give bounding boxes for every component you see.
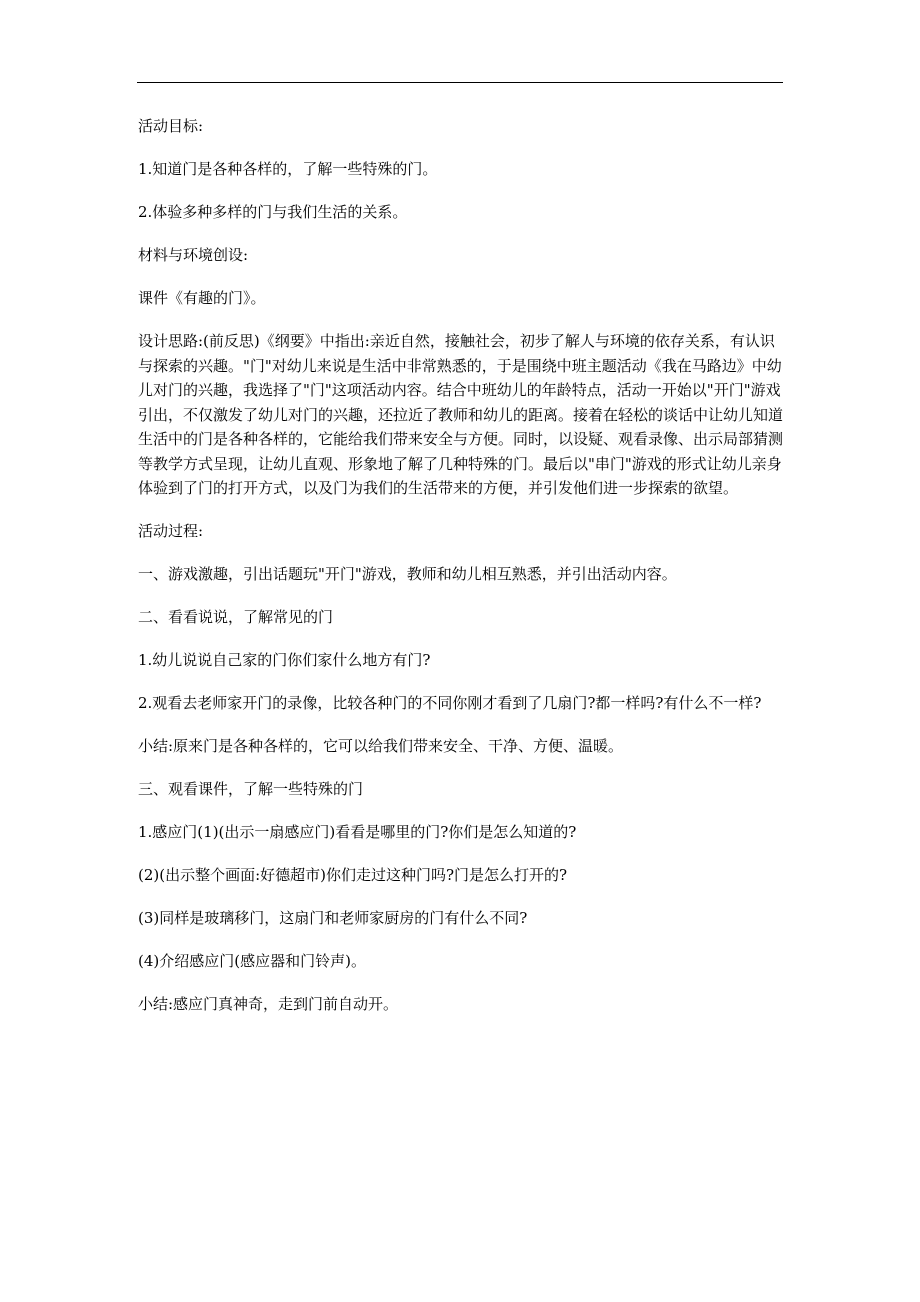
heading-materials: 材料与环境创设: [138, 246, 249, 264]
process-step-3-item-2: (2)(出示整个画面:好德超市)你们走过这种门吗?门是怎么打开的? [138, 866, 568, 884]
summary-1: 小结:原来门是各种各样的，它可以给我们带来安全、干净、方便、温暖。 [138, 737, 624, 755]
heading-activity-process: 活动过程: [138, 522, 204, 540]
document-body [138, 114, 786, 1035]
summary-2: 小结:感应门真神奇，走到门前自动开。 [138, 995, 399, 1013]
header-rule [137, 82, 783, 83]
process-step-3: 三、观看课件，了解一些特殊的门 [138, 780, 364, 798]
process-step-2-item-2: 2.观看去老师家开门的录像，比较各种门的不同你刚才看到了几扇门?都一样吗?有什么不一样? [138, 694, 762, 712]
design-rationale: 设计思路:(前反思)《纲要》中指出:亲近自然，接触社会，初步了解人与环境的依存关系，有认识与探索的兴趣。"门"对幼儿来说是生活中非常熟悉的，于是围绕中班主题活动《我在马路边》中幼儿对门的兴趣，我选择了"门"这项活动内容。结合中班幼儿的年龄特点，活动一开始以"开门"游戏引出，不仅激发了幼儿对门的兴趣，还拉近了教师和幼儿的距离。接着在轻松的谈话中让幼儿知道生活中的门是各种各样的，它能给我们带来安全与方便。同时，以设疑、观看录像、出示局部猜测等教学方式呈现，让幼儿直观、形象地了解了几种特殊的门。最后以"串门"游戏的形式让幼儿亲身体验到了门的打开方式，以及门为我们的生活带来的方便，并引发他们进一步探索的欲望。 [138, 332, 784, 497]
materials-text: 课件《有趣的门》。 [138, 289, 266, 307]
process-step-3-item-3: (3)同样是玻璃移门，这扇门和老师家厨房的门有什么不同? [138, 909, 528, 927]
goal-item-2: 2.体验多种多样的门与我们生活的关系。 [138, 203, 408, 221]
process-step-3-item-4: (4)介绍感应门(感应器和门铃声)。 [138, 952, 366, 970]
process-step-2: 二、看看说说，了解常见的门 [138, 608, 334, 626]
process-step-3-item-1: 1.感应门(1)(出示一扇感应门)看看是哪里的门?你们是怎么知道的? [138, 823, 577, 841]
heading-activity-goals: 活动目标: [138, 117, 204, 135]
goal-item-1: 1.知道门是各种各样的，了解一些特殊的门。 [138, 160, 438, 178]
process-step-1: 一、游戏激趣，引出话题玩"开门"游戏，教师和幼儿相互熟悉，并引出活动内容。 [138, 565, 677, 583]
process-step-2-item-1: 1.幼儿说说自己家的门你们家什么地方有门? [138, 651, 431, 669]
